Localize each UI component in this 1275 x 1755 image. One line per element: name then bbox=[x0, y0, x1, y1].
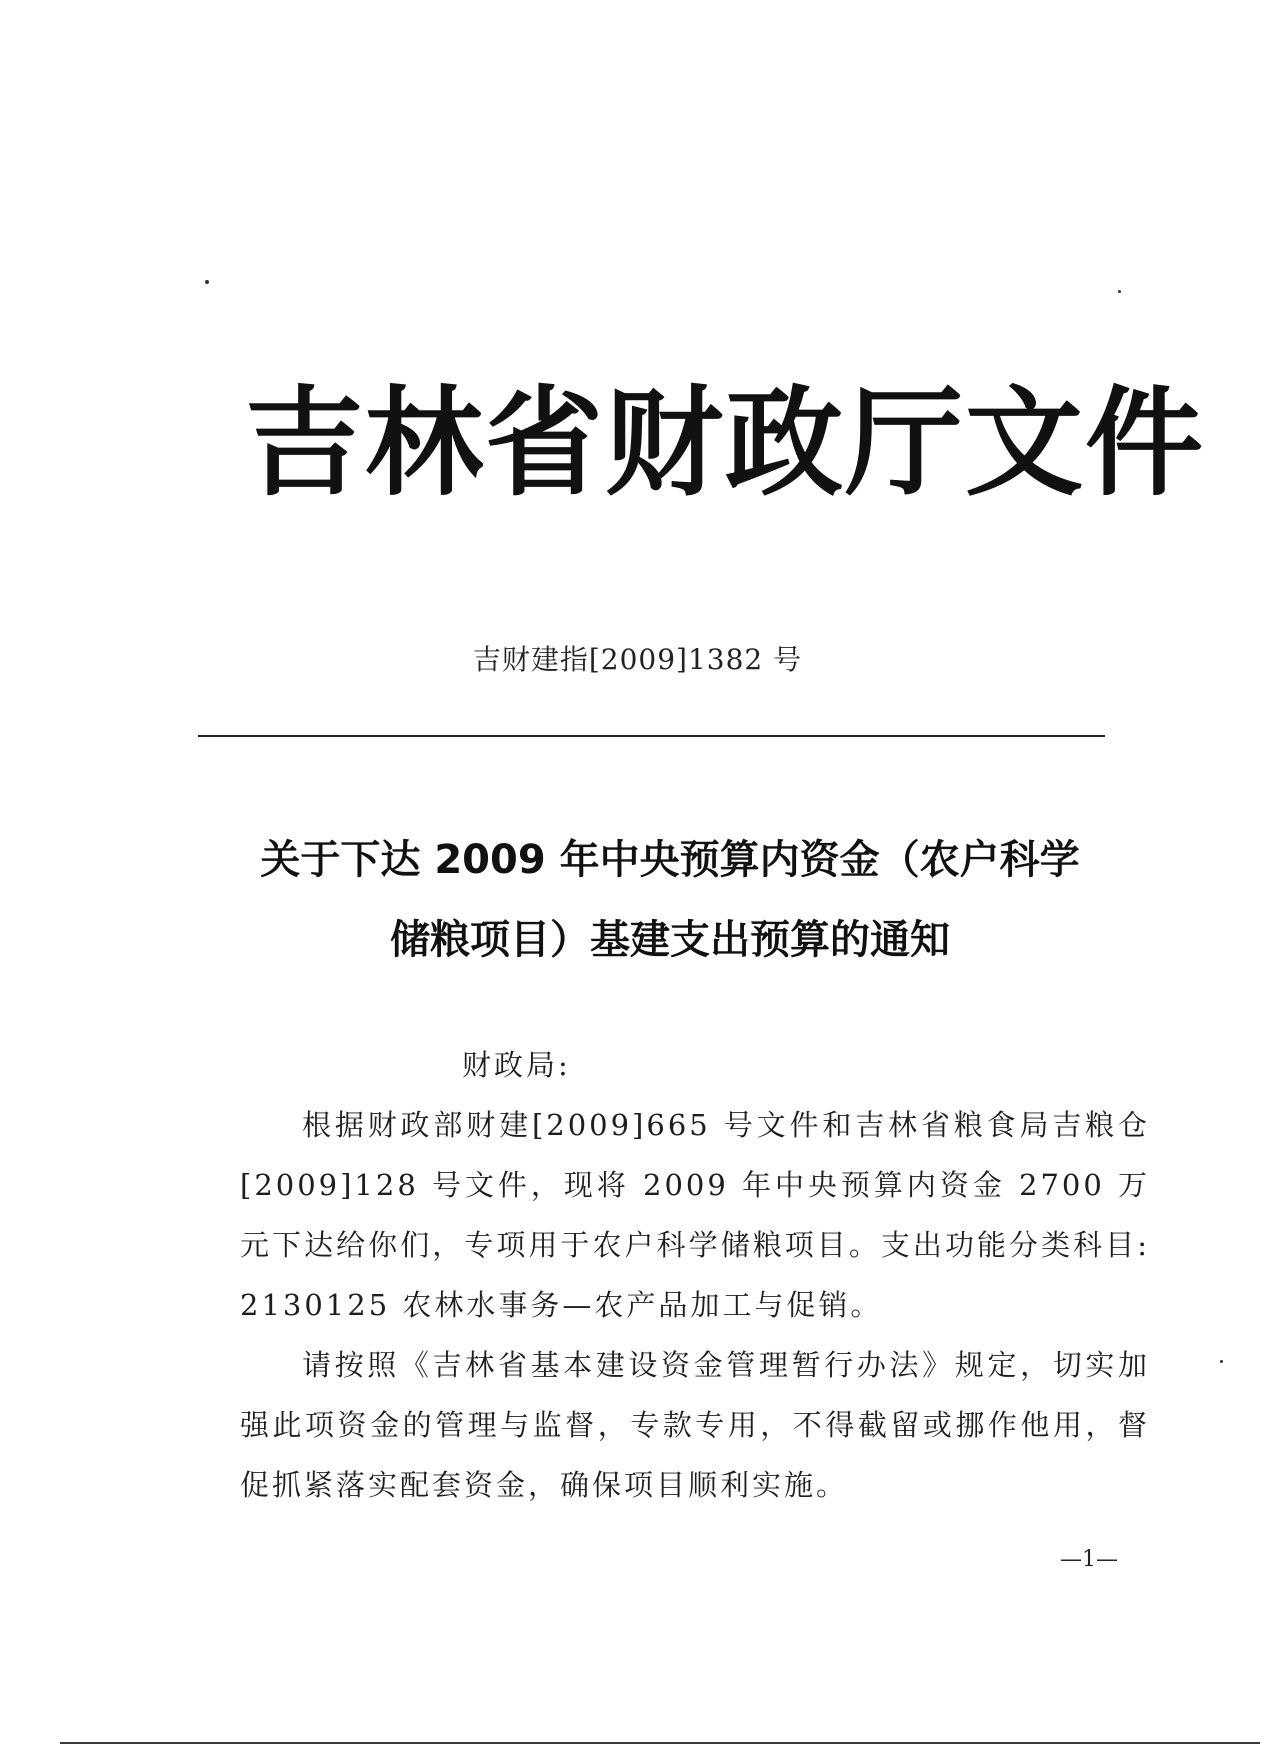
document-body bbox=[240, 1035, 1150, 1515]
scan-speck bbox=[1220, 1360, 1223, 1363]
notice-title-line-1: 关于下达 2009 年中央预算内资金（农户科学 bbox=[260, 837, 1080, 883]
body-paragraph-2: 请按照《吉林省基本建设资金管理暂行办法》规定，切实加强此项资金的管理与监督，专款专用，不得截留或挪作他用，督促抓紧落实配套资金，确保项目顺利实施。 bbox=[240, 1348, 1150, 1502]
document-header-title: 吉林省财政厅文件 bbox=[245, 374, 1206, 512]
document-number: 吉财建指[2009]1382 号 bbox=[472, 643, 803, 676]
notice-title-line-2: 储粮项目）基建支出预算的通知 bbox=[390, 917, 950, 963]
header-divider bbox=[198, 735, 1105, 737]
salutation: 财政局: bbox=[462, 1048, 571, 1082]
scan-speck bbox=[205, 280, 209, 284]
body-paragraph-1: 根据财政部财建[2009]665 号文件和吉林省粮食局吉粮仓[2009]128 号文件，现将 2009 年中央预算内资金 2700 万元下达给你们，专项用于农户科学储粮项目。支出功能分类科目: 2130125 农林水事务—农产品加工与促销。 bbox=[240, 1108, 1150, 1322]
page-number: —1— bbox=[1060, 1547, 1118, 1572]
scan-bottom-edge bbox=[60, 1742, 1260, 1744]
scan-speck bbox=[1118, 290, 1121, 293]
notice-title bbox=[200, 820, 1140, 980]
